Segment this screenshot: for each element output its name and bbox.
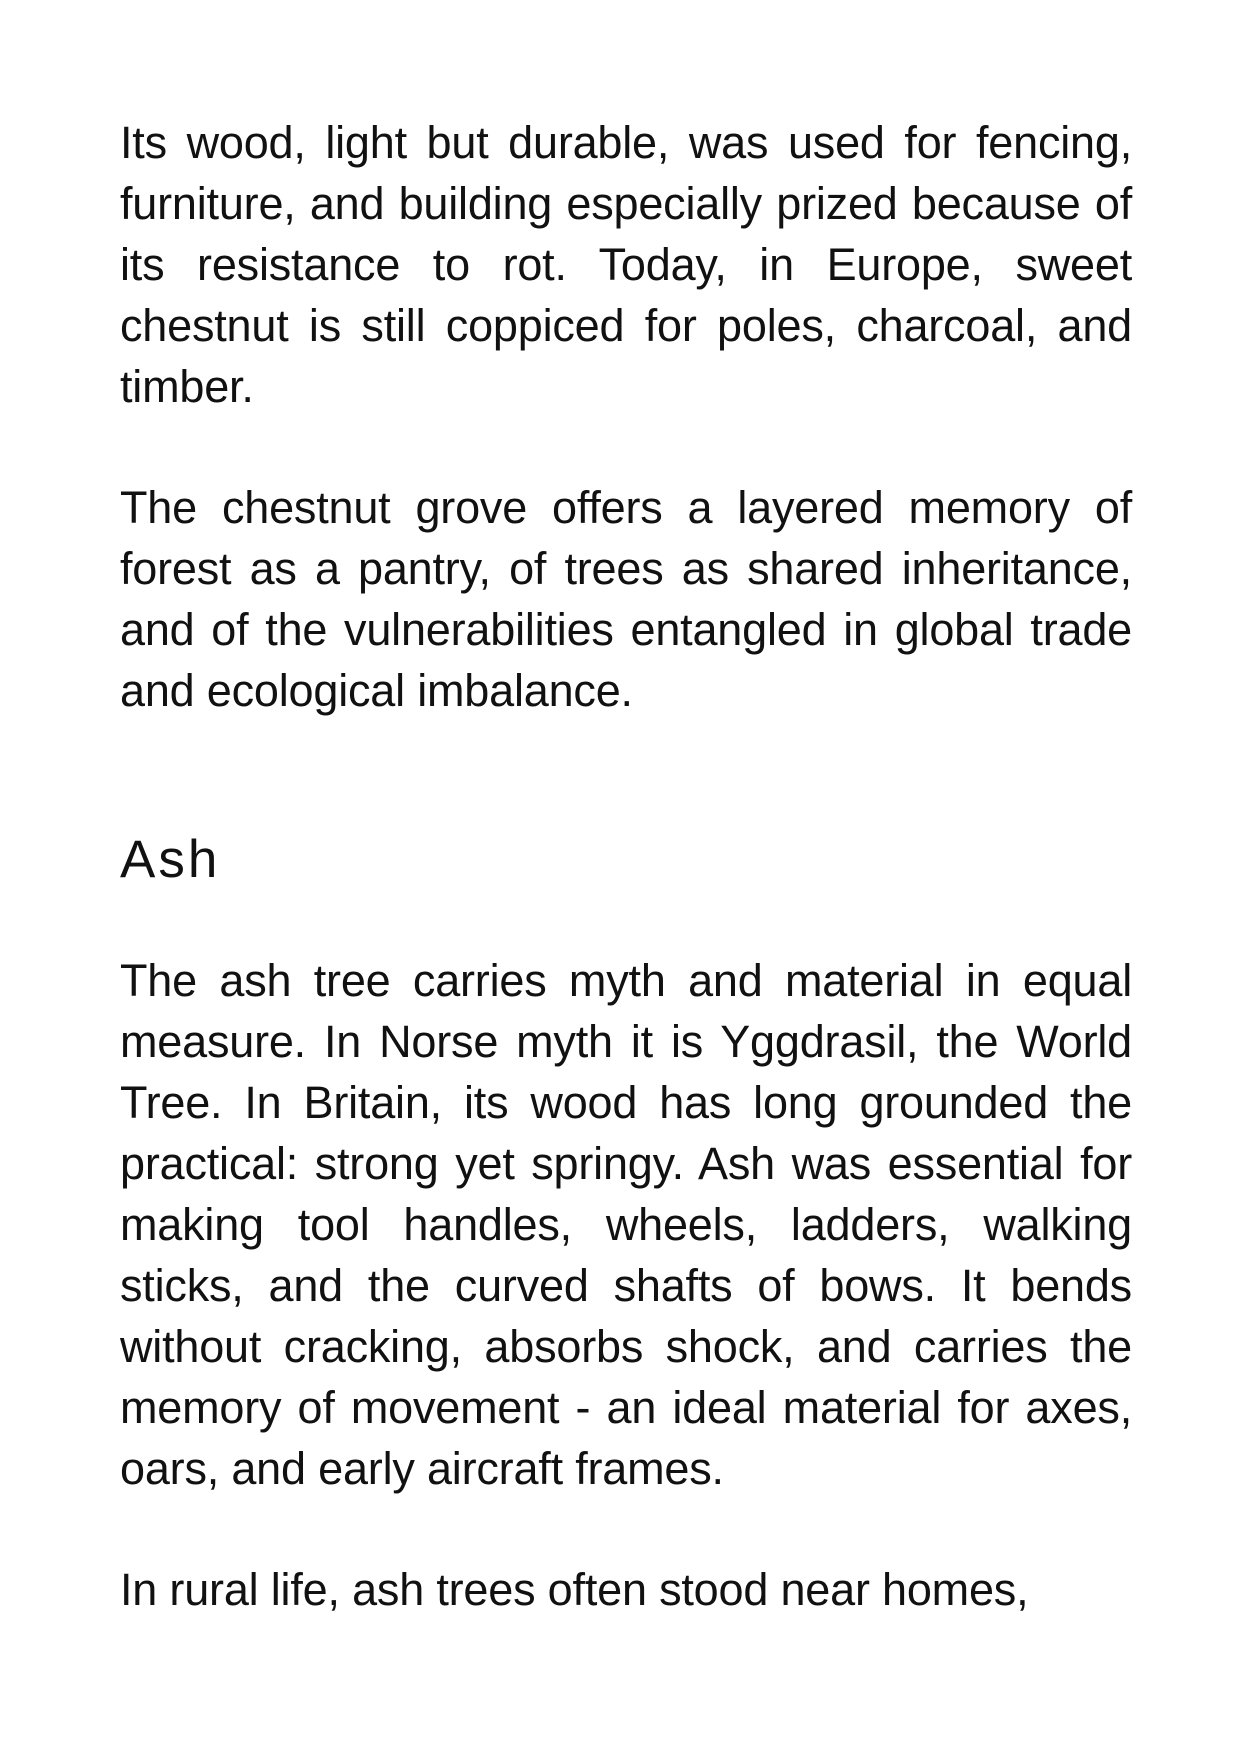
document-page: [120, 112, 1132, 1620]
paragraph-chestnut-grove: The chestnut grove offers a layered memory of forest as a pantry, of trees as shared inheritance, and of the vulnerabilities entangled in global trade and ecological imbalance.: [120, 482, 1132, 716]
paragraph-rural-life: In rural life, ash trees often stood near homes,: [120, 1564, 1029, 1615]
section-heading-ash: Ash: [120, 830, 221, 889]
paragraph-chestnut-wood: Its wood, light but durable, was used for fencing, furniture, and building especially prized because of its resistance to rot. Today, in Europe, sweet chestnut is still coppiced for poles, charcoal, and timber.: [120, 117, 1132, 412]
paragraph-ash-tree: The ash tree carries myth and material in equal measure. In Norse myth it is Yggdrasil, the World Tree. In Britain, its wood has long grounded the practical: strong yet springy. Ash was essential for making tool handles, wheels, ladders, walking sticks, and the curved shafts of bows. It bends without cracking, absorbs shock, and carries the memory of movement - an ideal material for axes, oars, and early aircraft frames.: [120, 955, 1132, 1494]
